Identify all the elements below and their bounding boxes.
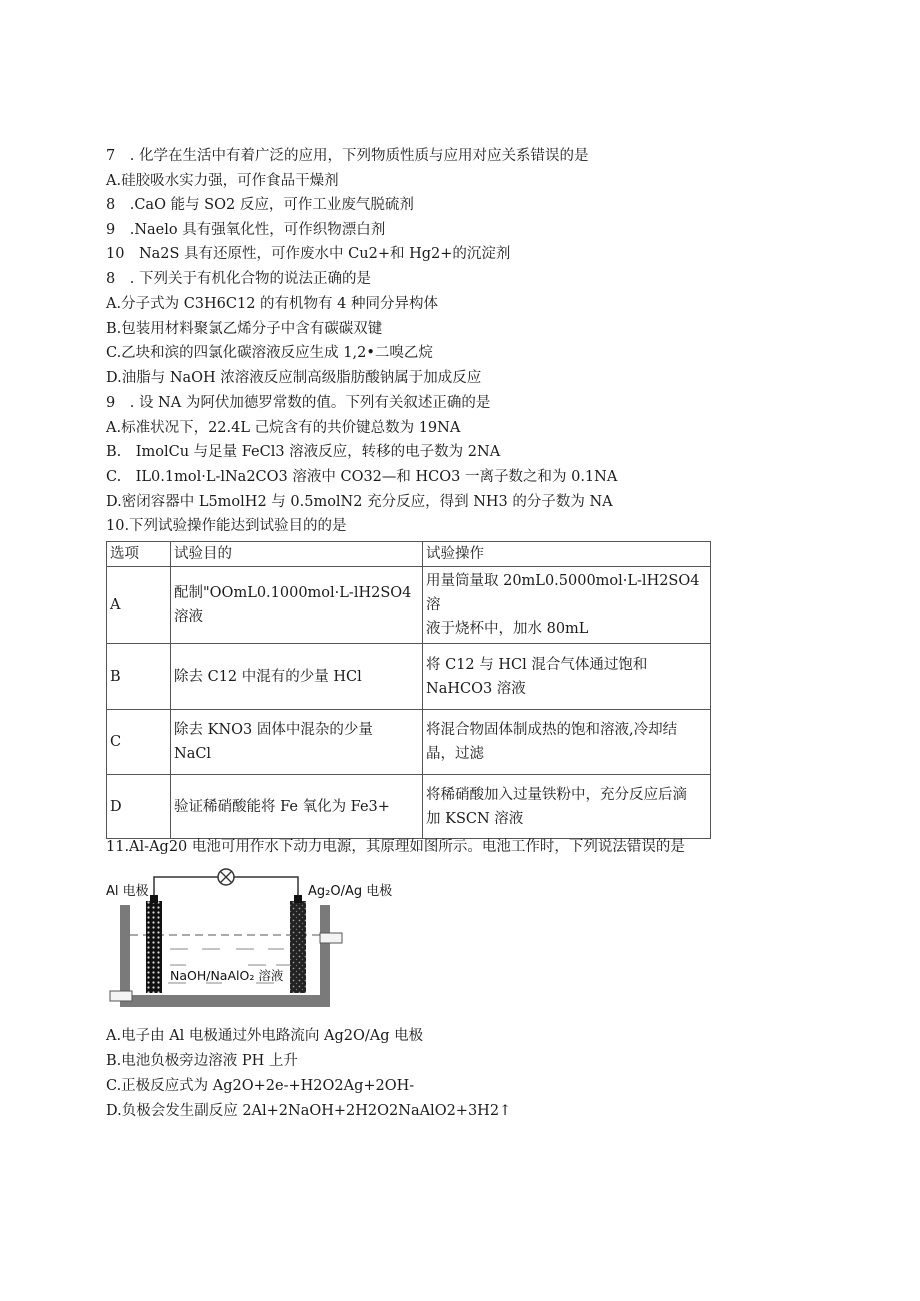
- table-row: [107, 644, 711, 710]
- table-header-operation: 试验操作: [423, 542, 711, 567]
- table-row: [107, 567, 711, 644]
- q11-option-c: C.正极反应式为 Ag2O+2e-+H2O2Ag+2OH-: [106, 1078, 415, 1094]
- ag2o-electrode: [290, 901, 306, 993]
- outlet-pipe-right: [320, 933, 342, 943]
- table-row: [107, 775, 711, 839]
- q11-stem: 11.Al-Ag20 电池可用作水下动力电源，其原理如图所示。电池工作时，下列说法错误的是: [106, 839, 685, 855]
- cell-line: 将 C12 与 HCl 混合气体通过饱和: [426, 656, 648, 673]
- al-electrode-label: Al 电极: [106, 884, 149, 899]
- q9-option-d: D.密闭容器中 L5molH2 与 0.5molN2 充分反应，得到 NH3 的分子数为 NA: [106, 494, 613, 510]
- cell-line: NaCl: [174, 746, 212, 762]
- q11-option-b: B.电池负极旁边溶液 PH 上升: [106, 1053, 298, 1069]
- container-right-wall: [320, 905, 330, 1005]
- al-terminal: [150, 895, 158, 903]
- q8-option-c: C.乙块和滨的四氯化碳溶液反应生成 1,2•二嗅乙烷: [106, 345, 433, 361]
- container-left-wall: [120, 905, 130, 1005]
- q8-stem: 8 . 下列关于有机化合物的说法正确的是: [106, 271, 371, 287]
- table-cell-purpose: [171, 644, 423, 710]
- q7-option-c: 9 .Naelo 具有强氧化性，可作织物漂白剂: [106, 222, 386, 238]
- table-cell-operation: [423, 567, 711, 644]
- q11-option-d: D.负极会发生副反应 2Al+2NaOH+2H2O2NaAlO2+3H2↑: [106, 1103, 512, 1119]
- ag2o-terminal: [294, 895, 302, 903]
- q10-stem: 10.下列试验操作能达到试验目的的是: [106, 518, 347, 534]
- table-cell-option: D: [107, 775, 171, 839]
- cell-line: 加 KSCN 溶液: [426, 810, 524, 827]
- battery-diagram-svg: [106, 865, 406, 1015]
- table-cell-operation: [423, 710, 711, 775]
- cell-line: 将混合物固体制成热的饱和溶液,冷却结: [426, 722, 678, 738]
- ag2o-electrode-label: Ag₂O/Ag 电极: [308, 884, 393, 899]
- experiment-table: [106, 541, 711, 839]
- table-cell-operation: [423, 775, 711, 839]
- cell-line: 配制"OOmL0.1000mol·L-lH2SO4: [174, 585, 412, 601]
- q7-option-a: A.硅胶吸水实力强，可作食品干燥剂: [106, 173, 339, 189]
- al-electrode: [146, 901, 162, 993]
- battery-diagram: [106, 865, 406, 1015]
- cell-line: 液于烧杯中，加水 80mL: [426, 621, 589, 637]
- table-header-option: 选项: [107, 542, 171, 567]
- table-cell-option: C: [107, 710, 171, 775]
- table-row: [107, 710, 711, 775]
- cell-line: 用量筒量取 20mL0.5000mol·L-lH2SO4 溶: [426, 573, 700, 613]
- q9-option-b: B. ImolCu 与足量 FeCl3 溶液反应，转移的电子数为 2NA: [106, 444, 501, 460]
- q8-option-d: D.油脂与 NaOH 浓溶液反应制高级脂肪酸钠属于加成反应: [106, 370, 482, 386]
- q9-option-c: C. IL0.1mol·L-lNa2CO3 溶液中 CO32—和 HCO3 一离子数之和为 0.1NA: [106, 469, 618, 485]
- q8-option-b: B.包装用材料聚氯乙烯分子中含有碳碳双键: [106, 321, 383, 337]
- q11-option-a: A.电子由 Al 电极通过外电路流向 Ag2O∕Ag 电极: [106, 1028, 424, 1044]
- q7-option-b: 8 .CaO 能与 SO2 反应，可作工业废气脱硫剂: [106, 197, 414, 213]
- table-cell-option: A: [107, 567, 171, 644]
- q9-stem: 9 . 设 NA 为阿伏加德罗常数的值。下列有关叙述正确的是: [106, 395, 491, 411]
- table-cell-purpose: [171, 775, 423, 839]
- q9-option-a: A.标准状况下，22.4L 己烷含有的共价键总数为 19NA: [106, 420, 461, 436]
- cell-line: 除去 C12 中混有的少量 HCl: [174, 668, 362, 685]
- solution-label: NaOH/NaAlO₂ 溶液: [170, 968, 284, 983]
- table-header-row: [107, 542, 711, 567]
- cell-line: 验证稀硝酸能将 Fe 氧化为 Fe3+: [174, 798, 390, 815]
- q7-stem: 7 . 化学在生活中有着广泛的应用，下列物质性质与应用对应关系错误的是: [106, 148, 589, 164]
- cell-line: 除去 KNO3 固体中混杂的少量: [174, 722, 373, 738]
- table-cell-purpose: [171, 710, 423, 775]
- cell-line: 将稀硝酸加入过量铁粉中，充分反应后滴: [426, 786, 687, 803]
- table-cell-purpose: [171, 567, 423, 644]
- container-bottom: [120, 995, 330, 1007]
- cell-line: NaHCO3 溶液: [426, 680, 526, 697]
- cell-line: 晶，过滤: [426, 746, 484, 762]
- outlet-pipe-left: [110, 991, 132, 1001]
- q8-option-a: A.分子式为 C3H6C12 的有机物有 4 种同分异构体: [106, 296, 438, 312]
- table-cell-option: B: [107, 644, 171, 710]
- cell-line: 溶液: [174, 609, 203, 625]
- table-cell-operation: [423, 644, 711, 710]
- q7-option-d: 10 Na2S 具有还原性，可作废水中 Cu2+和 Hg2+的沉淀剂: [106, 246, 511, 262]
- table-header-purpose: 试验目的: [171, 542, 423, 567]
